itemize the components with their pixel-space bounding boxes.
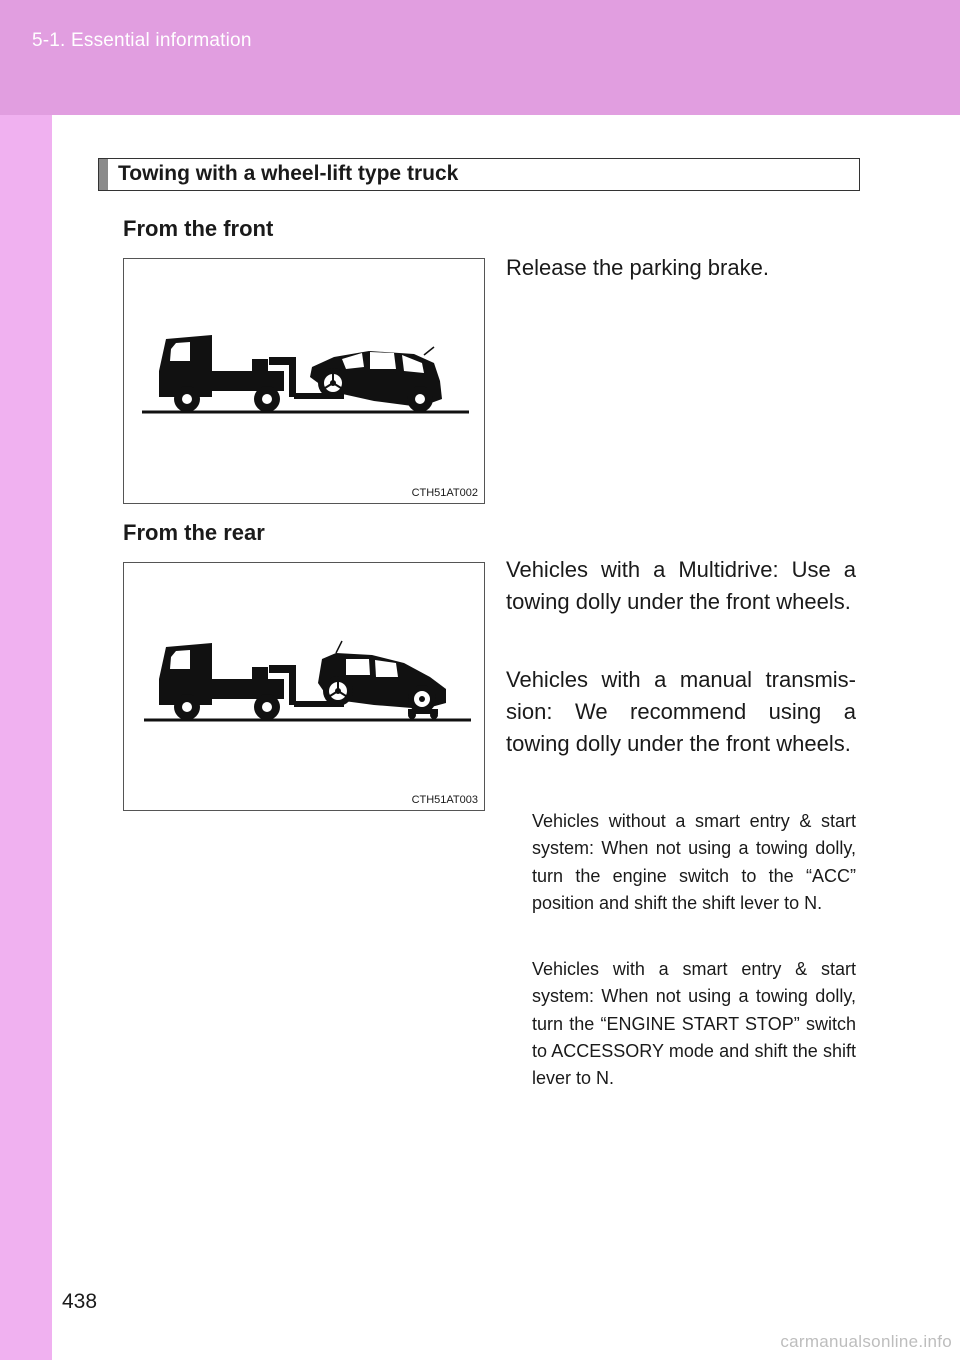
rear-figure-code: CTH51AT003 <box>411 794 478 806</box>
note-without-smart-entry: Vehicles without a smart entry & start system: When not using a towing dolly, turn the engine switch to the “ACC” position and shift the shift lever to N. <box>532 811 856 913</box>
rear-tow-drawing <box>124 563 486 812</box>
header-band <box>0 0 960 115</box>
section-heading <box>98 158 860 191</box>
front-subheading: From the front <box>123 216 274 241</box>
section-label: 5-1. Essential information <box>32 30 252 51</box>
note-with-smart-entry: Vehicles with a smart entry & start system: When not using a towing dolly, turn the “ENGINE START STOP” switch to ACCESSORY mode and shift the shift lever to N. <box>532 959 856 1089</box>
multidrive-instruction: Vehicles with a Multidrive: Use a towing dolly under the front wheels. <box>506 557 856 614</box>
front-tow-drawing <box>124 259 486 505</box>
front-tow-illustration <box>123 258 485 504</box>
section-heading-text: Towing with a wheel-lift type truck <box>118 162 459 185</box>
rear-tow-illustration <box>123 562 485 811</box>
watermark: carmanualsonline.info <box>780 1332 952 1351</box>
side-band <box>0 115 52 1360</box>
front-figure-code: CTH51AT002 <box>411 487 478 499</box>
heading-stripe <box>99 159 108 190</box>
front-instruction: Release the parking brake. <box>506 255 769 280</box>
page-number: 438 <box>62 1290 98 1313</box>
manual-instruction: Vehicles with a manual transmis-sion: We recommend using a towing dolly under the front wheels. <box>506 667 856 756</box>
rear-subheading: From the rear <box>123 520 265 545</box>
